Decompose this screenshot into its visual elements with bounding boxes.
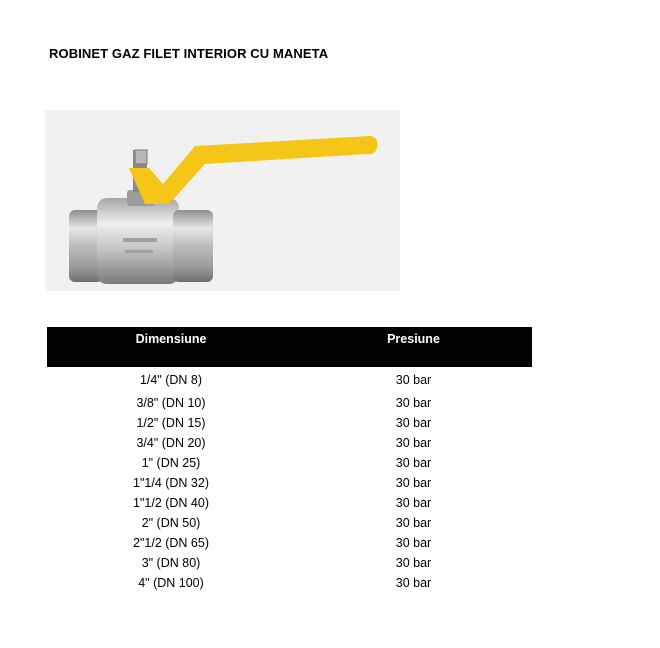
table-row	[47, 370, 532, 393]
table-body	[47, 370, 532, 593]
cell-presiune: 30 bar	[395, 536, 432, 550]
page-title: ROBINET GAZ FILET INTERIOR CU MANETA	[49, 46, 329, 61]
header-presiune: Presiune	[387, 332, 440, 346]
cell-presiune: 30 bar	[395, 576, 432, 590]
table-row	[47, 573, 532, 593]
cell-presiune: 30 bar	[395, 496, 432, 510]
cell-dimensiune: 2" (DN 50)	[141, 516, 201, 530]
cell-dimensiune: 1/2" (DN 15)	[136, 416, 206, 430]
table-row	[47, 433, 532, 453]
cell-dimensiune: 3/4" (DN 20)	[136, 436, 206, 450]
cell-presiune: 30 bar	[395, 396, 432, 410]
table-row	[47, 513, 532, 533]
cell-dimensiune: 4" (DN 100)	[138, 576, 204, 590]
table-row	[47, 473, 532, 493]
specs-table	[47, 327, 532, 593]
table-row	[47, 453, 532, 473]
cell-dimensiune: 1" (DN 25)	[141, 456, 201, 470]
cell-presiune: 30 bar	[395, 476, 432, 490]
cell-presiune: 30 bar	[395, 436, 432, 450]
cell-dimensiune: 1"1/4 (DN 32)	[133, 476, 209, 490]
cell-dimensiune: 3/8" (DN 10)	[136, 396, 206, 410]
header-dimensiune: Dimensiune	[135, 332, 207, 346]
cell-presiune: 30 bar	[395, 373, 432, 387]
cell-presiune: 30 bar	[395, 456, 432, 470]
cell-dimensiune: 3" (DN 80)	[141, 556, 201, 570]
ball-valve-icon	[45, 110, 400, 291]
cell-presiune: 30 bar	[395, 416, 432, 430]
table-row	[47, 553, 532, 573]
table-row	[47, 533, 532, 553]
cell-presiune: 30 bar	[395, 556, 432, 570]
table-row	[47, 393, 532, 413]
table-header	[47, 327, 532, 367]
table-row	[47, 493, 532, 513]
cell-presiune: 30 bar	[395, 516, 432, 530]
product-image	[45, 110, 400, 291]
cell-dimensiune: 2"1/2 (DN 65)	[133, 536, 209, 550]
table-row	[47, 413, 532, 433]
cell-dimensiune: 1"1/2 (DN 40)	[133, 496, 209, 510]
cell-dimensiune: 1/4" (DN 8)	[139, 373, 203, 387]
